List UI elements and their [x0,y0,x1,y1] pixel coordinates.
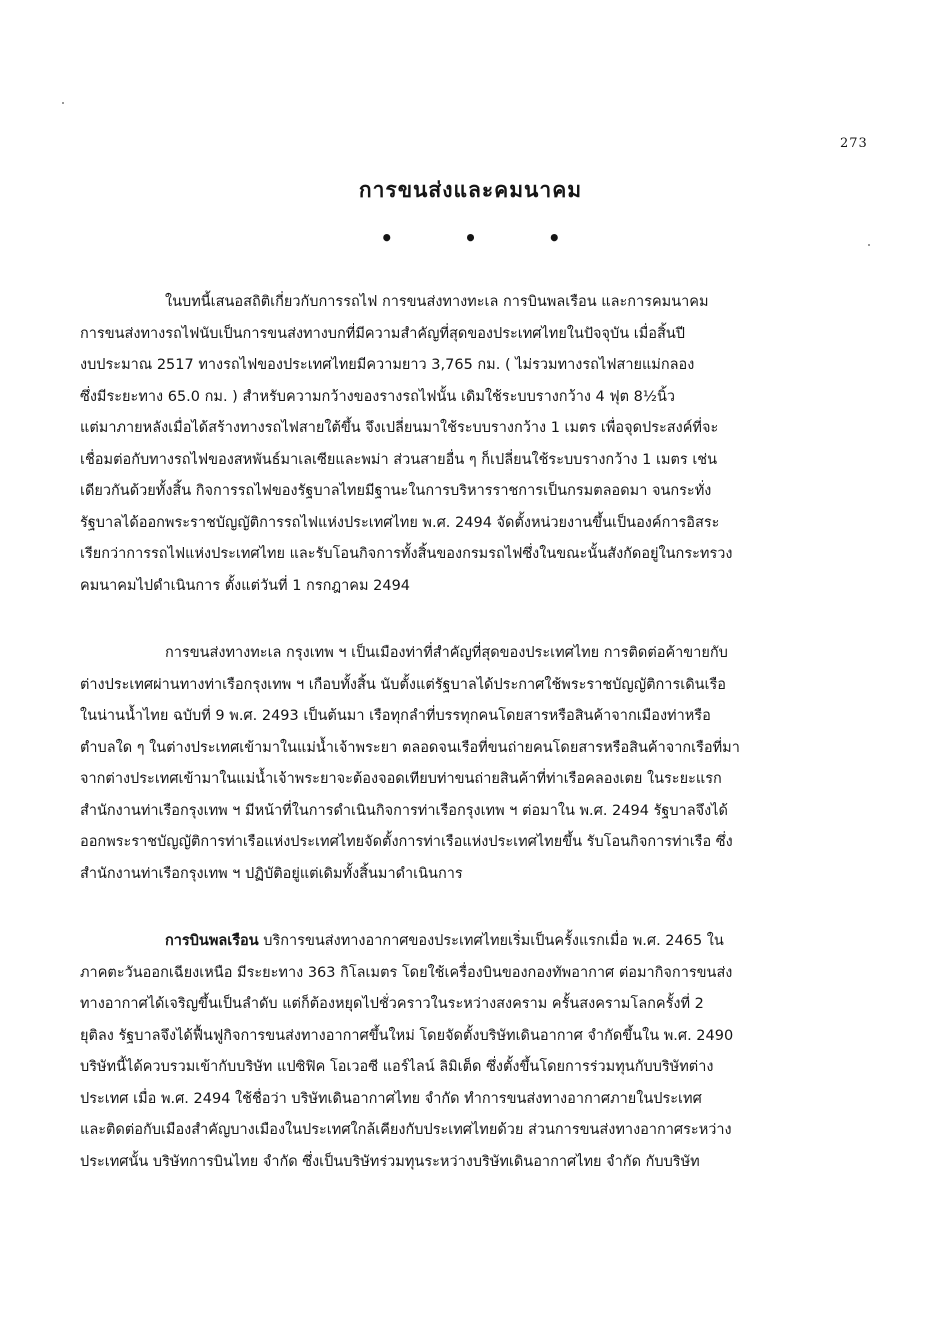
paragraph-maritime [80,638,880,890]
page-number: 273 [840,136,868,151]
text-line: การขนส่งทางรถไฟนับเป็นการขนส่งทางบกที่มีความสำคัญที่สุดของประเทศไทยในปัจจุบัน เมื่อสิ้นปี [80,325,685,342]
text-line: ในบทนี้เสนอสถิติเกี่ยวกับการรถไฟ การขนส่งทางทะเล การบินพลเรือน และการคมนาคม [165,294,709,310]
text-line: ออกพระราชบัญญัติการท่าเรือแห่งประเทศไทยจัดตั้งการท่าเรือแห่งประเทศไทยขึ้น รับโอนกิจการท่าเรือ ซึ่ง [80,834,733,850]
text-line: รัฐบาลได้ออกพระราชบัญญัติการรถไฟแห่งประเทศไทย พ.ศ. 2494 จัดตั้งหน่วยงานขึ้นเป็นองค์การอิสระ [80,514,720,531]
text-line: ต่างประเทศผ่านทางท่าเรือกรุงเทพ ฯ เกือบทั้งสิ้น นับตั้งแต่รัฐบาลได้ประกาศใช้พระราชบัญญัติการเดินเรือ [80,676,726,693]
paragraph-civil-aviation [80,926,880,1178]
text-line: การขนส่งทางทะเล กรุงเทพ ฯ เป็นเมืองท่าที่สำคัญที่สุดของประเทศไทย การติดต่อค้าขายกับ [165,645,728,661]
text-line: สำนักงานท่าเรือกรุงเทพ ฯ ปฏิบัติอยู่แต่เดิมทั้งสิ้นมาดำเนินการ [80,865,463,882]
text-line: เรียกว่าการรถไฟแห่งประเทศไทย และรับโอนกิจการทั้งสิ้นของกรมรถไฟซึ่งในขณะนั้นสังกัดอยู่ในกระทรวง [80,546,733,562]
text-line: งบประมาณ 2517 ทางรถไฟของประเทศไทยมีความยาว 3,765 กม. ( ไม่รวมทางรถไฟสายแม่กลอง [80,357,695,373]
scan-speck [62,102,64,104]
text-line: ทางอากาศได้เจริญขึ้นเป็นลำดับ แต่ก็ต้องหยุดไปชั่วคราวในระหว่างสงคราม ครั้นสงครามโลกครั้งที่ 2 [80,996,704,1012]
text-line-rest: บริการขนส่งทางอากาศของประเทศไทยเริ่มเป็นครั้งแรกเมื่อ พ.ศ. 2465 ใน [258,933,724,949]
text-line: สำนักงานท่าเรือกรุงเทพ ฯ มีหน้าที่ในการดำเนินกิจการท่าเรือกรุงเทพ ฯ ต่อมาใน พ.ศ. 2494 รัฐบาลจึงได้ [80,802,728,819]
body-text [80,287,880,1214]
paragraph-lead: การบินพลเรือน [165,933,259,949]
text-line: คมนาคมไปดำเนินการ ตั้งแต่วันที่ 1 กรกฎาคม 2494 [80,577,411,594]
paragraph-railway [80,287,880,602]
text-line: ในน่านน้ำไทย ฉบับที่ 9 พ.ศ. 2493 เป็นต้นมา เรือทุกลำที่บรรทุกคนโดยสารหรือสินค้าจากเมืองท่าหรือ [80,708,711,724]
page-title: การขนส่งและคมนาคม [358,178,583,202]
text-line: ประเทศนั้น บริษัทการบินไทย จำกัด ซึ่งเป็นบริษัทร่วมทุนระหว่างบริษัทเดินอากาศไทย จำกัด กับบริษัท [80,1153,700,1170]
text-line: เชื่อมต่อกับทางรถไฟของสหพันธ์มาเลเซียและพม่า ส่วนสายอื่น ๆ ก็เปลี่ยนใช้ระบบรางกว้าง 1 เมตร เช่น [80,451,718,468]
text-line: และติดต่อกับเมืองสำคัญบางเมืองในประเทศใกล้เคียงกับประเทศไทยด้วย ส่วนการขนส่งทางอากาศระหว่าง [80,1122,732,1138]
text-line: ยุติลง รัฐบาลจึงได้ฟื้นฟูกิจการขนส่งทางอากาศขึ้นใหม่ โดยจัดตั้งบริษัทเดินอากาศ จำกัดขึ้นใน พ.ศ. 2490 [80,1027,734,1044]
text-line: ตำบลใด ๆ ในต่างประเทศเข้ามาในแม่น้ำเจ้าพระยา ตลอดจนเรือที่ขนถ่ายคนโดยสารหรือสินค้าจากเรือที่มา [80,739,740,756]
text-line: จากต่างประเทศเข้ามาในแม่น้ำเจ้าพระยาจะต้องจอดเทียบท่าขนถ่ายสินค้าที่ท่าเรือคลองเตย ในระยะแรก [80,771,722,787]
text-line: ภาคตะวันออกเฉียงเหนือ มีระยะทาง 363 กิโลเมตร โดยใช้เครื่องบินของกองทัพอากาศ ต่อมากิจการขนส่ง [80,964,733,981]
text-line: เดียวกันด้วยทั้งสิ้น กิจการรถไฟของรัฐบาลไทยมีฐานะในการบริหารราชการเป็นกรมตลอดมา จนกระทั่ง [80,483,712,499]
section-divider: • • • [380,226,593,250]
text-line [80,926,880,958]
text-line: ประเทศ เมื่อ พ.ศ. 2494 ใช้ชื่อว่า บริษัทเดินอากาศไทย จำกัด ทำการขนส่งทางอากาศภายในประเทศ [80,1090,702,1107]
text-line: บริษัทนี้ได้ควบรวมเข้ากับบริษัท แปซิฟิค โอเวอซี แอร์ไลน์ ลิมิเต็ด ซึ่งตั้งขึ้นโดยการร่วมทุนกับบริษัทต่าง [80,1059,714,1075]
text-line: ซึ่งมีระยะทาง 65.0 กม. ) สำหรับความกว้างของรางรถไฟนั้น เดิมใช้ระบบรางกว้าง 4 ฟุต 8½นิ้ว [80,388,676,405]
text-line: แต่มาภายหลังเมื่อได้สร้างทางรถไฟสายใต้ขึ้น จึงเปลี่ยนมาใช้ระบบรางกว้าง 1 เมตร เพื่อจุดประสงค์ที่จะ [80,420,719,436]
